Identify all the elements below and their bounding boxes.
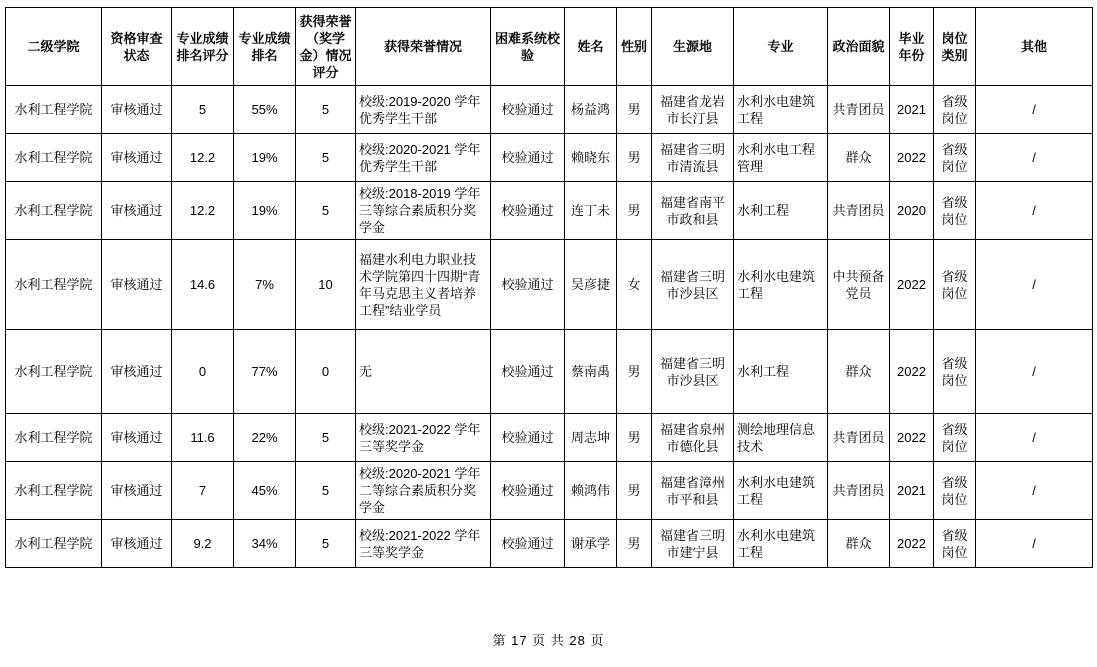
cell-political-status: 中共预备党员 [828, 240, 890, 330]
cell-name: 赖鸿伟 [565, 462, 617, 520]
cell-origin: 福建省南平市政和县 [652, 182, 734, 240]
cell-score-rank-points: 5 [172, 86, 234, 134]
cell-post-type: 省级岗位 [934, 86, 976, 134]
table-row [6, 182, 1093, 240]
cell-major: 水利水电建筑工程 [734, 86, 828, 134]
column-header-hardship-check: 困难系统校验 [491, 8, 565, 86]
cell-post-type: 省级岗位 [934, 240, 976, 330]
column-header-major: 专业 [734, 8, 828, 86]
cell-gender: 男 [617, 462, 652, 520]
cell-name: 赖晓东 [565, 134, 617, 182]
cell-review-status: 审核通过 [102, 86, 172, 134]
cell-review-status: 审核通过 [102, 520, 172, 568]
table-header-row [6, 8, 1093, 86]
cell-honor-detail: 校级:2019-2020 学年优秀学生干部 [356, 86, 491, 134]
cell-score-rank-points: 12.2 [172, 182, 234, 240]
cell-origin: 福建省三明市清流县 [652, 134, 734, 182]
cell-post-type: 省级岗位 [934, 414, 976, 462]
cell-college: 水利工程学院 [6, 414, 102, 462]
cell-score-rank: 55% [234, 86, 296, 134]
cell-gender: 男 [617, 182, 652, 240]
cell-major: 水利水电建筑工程 [734, 520, 828, 568]
cell-honor-points: 5 [296, 520, 356, 568]
cell-gender: 男 [617, 414, 652, 462]
cell-gender: 男 [617, 86, 652, 134]
column-header-score-rank-points: 专业成绩排名评分 [172, 8, 234, 86]
cell-score-rank-points: 12.2 [172, 134, 234, 182]
cell-name: 连丁未 [565, 182, 617, 240]
cell-review-status: 审核通过 [102, 462, 172, 520]
cell-major: 水利水电建筑工程 [734, 462, 828, 520]
cell-graduation-year: 2022 [890, 330, 934, 414]
cell-political-status: 群众 [828, 520, 890, 568]
cell-political-status: 共青团员 [828, 462, 890, 520]
cell-major: 水利水电工程管理 [734, 134, 828, 182]
column-header-post-type: 岗位类别 [934, 8, 976, 86]
cell-other: / [976, 240, 1093, 330]
cell-hardship-check: 校验通过 [491, 462, 565, 520]
cell-review-status: 审核通过 [102, 330, 172, 414]
cell-honor-points: 5 [296, 134, 356, 182]
cell-origin: 福建省龙岩市长汀县 [652, 86, 734, 134]
column-header-political-status: 政治面貌 [828, 8, 890, 86]
cell-hardship-check: 校验通过 [491, 520, 565, 568]
cell-name: 周志坤 [565, 414, 617, 462]
cell-major: 水利工程 [734, 330, 828, 414]
cell-honor-detail: 校级:2021-2022 学年三等奖学金 [356, 520, 491, 568]
cell-score-rank: 34% [234, 520, 296, 568]
cell-political-status: 共青团员 [828, 86, 890, 134]
cell-score-rank: 19% [234, 134, 296, 182]
cell-graduation-year: 2021 [890, 462, 934, 520]
cell-gender: 女 [617, 240, 652, 330]
cell-college: 水利工程学院 [6, 240, 102, 330]
table-row [6, 240, 1093, 330]
cell-other: / [976, 330, 1093, 414]
cell-other: / [976, 462, 1093, 520]
cell-review-status: 审核通过 [102, 240, 172, 330]
cell-score-rank-points: 14.6 [172, 240, 234, 330]
cell-honor-points: 5 [296, 414, 356, 462]
cell-college: 水利工程学院 [6, 182, 102, 240]
cell-post-type: 省级岗位 [934, 520, 976, 568]
column-header-origin: 生源地 [652, 8, 734, 86]
column-header-other: 其他 [976, 8, 1093, 86]
cell-origin: 福建省泉州市德化县 [652, 414, 734, 462]
cell-name: 谢承学 [565, 520, 617, 568]
column-header-review-status: 资格审查状态 [102, 8, 172, 86]
cell-political-status: 群众 [828, 330, 890, 414]
cell-review-status: 审核通过 [102, 182, 172, 240]
cell-political-status: 共青团员 [828, 414, 890, 462]
cell-honor-points: 5 [296, 182, 356, 240]
cell-college: 水利工程学院 [6, 330, 102, 414]
cell-gender: 男 [617, 134, 652, 182]
cell-college: 水利工程学院 [6, 462, 102, 520]
cell-honor-points: 0 [296, 330, 356, 414]
table-row [6, 86, 1093, 134]
cell-political-status: 群众 [828, 134, 890, 182]
cell-graduation-year: 2021 [890, 86, 934, 134]
column-header-gender: 性别 [617, 8, 652, 86]
cell-major: 水利水电建筑工程 [734, 240, 828, 330]
cell-score-rank-points: 0 [172, 330, 234, 414]
cell-honor-detail: 校级:2020-2021 学年优秀学生干部 [356, 134, 491, 182]
cell-post-type: 省级岗位 [934, 182, 976, 240]
column-header-graduation-year: 毕业年份 [890, 8, 934, 86]
cell-post-type: 省级岗位 [934, 462, 976, 520]
cell-score-rank-points: 11.6 [172, 414, 234, 462]
cell-graduation-year: 2022 [890, 414, 934, 462]
cell-score-rank: 22% [234, 414, 296, 462]
cell-hardship-check: 校验通过 [491, 240, 565, 330]
cell-other: / [976, 134, 1093, 182]
cell-gender: 男 [617, 520, 652, 568]
cell-honor-points: 5 [296, 462, 356, 520]
cell-other: / [976, 520, 1093, 568]
table-row [6, 462, 1093, 520]
cell-honor-detail: 无 [356, 330, 491, 414]
cell-honor-detail: 校级:2020-2021 学年二等综合素质积分奖学金 [356, 462, 491, 520]
cell-college: 水利工程学院 [6, 134, 102, 182]
column-header-college: 二级学院 [6, 8, 102, 86]
table-row [6, 330, 1093, 414]
cell-honor-detail: 校级:2018-2019 学年三等综合素质积分奖学金 [356, 182, 491, 240]
cell-major: 测绘地理信息技术 [734, 414, 828, 462]
cell-other: / [976, 182, 1093, 240]
column-header-name: 姓名 [565, 8, 617, 86]
cell-gender: 男 [617, 330, 652, 414]
cell-hardship-check: 校验通过 [491, 414, 565, 462]
cell-graduation-year: 2022 [890, 240, 934, 330]
cell-college: 水利工程学院 [6, 86, 102, 134]
cell-origin: 福建省漳州市平和县 [652, 462, 734, 520]
table-row [6, 134, 1093, 182]
applicant-review-table [5, 7, 1093, 568]
cell-score-rank-points: 9.2 [172, 520, 234, 568]
cell-honor-detail: 校级:2021-2022 学年三等奖学金 [356, 414, 491, 462]
column-header-honor-points: 获得荣誉（奖学金）情况评分 [296, 8, 356, 86]
column-header-honor-detail: 获得荣誉情况 [356, 8, 491, 86]
cell-score-rank: 7% [234, 240, 296, 330]
cell-post-type: 省级岗位 [934, 330, 976, 414]
cell-score-rank: 19% [234, 182, 296, 240]
cell-hardship-check: 校验通过 [491, 86, 565, 134]
cell-post-type: 省级岗位 [934, 134, 976, 182]
cell-hardship-check: 校验通过 [491, 182, 565, 240]
cell-score-rank: 77% [234, 330, 296, 414]
cell-origin: 福建省三明市沙县区 [652, 240, 734, 330]
cell-review-status: 审核通过 [102, 134, 172, 182]
table-row [6, 414, 1093, 462]
cell-origin: 福建省三明市沙县区 [652, 330, 734, 414]
cell-origin: 福建省三明市建宁县 [652, 520, 734, 568]
cell-score-rank-points: 7 [172, 462, 234, 520]
cell-name: 吴彦捷 [565, 240, 617, 330]
cell-graduation-year: 2022 [890, 134, 934, 182]
cell-other: / [976, 86, 1093, 134]
cell-honor-detail: 福建水利电力职业技术学院第四十四期“青年马克思主义者培养工程”结业学员 [356, 240, 491, 330]
cell-college: 水利工程学院 [6, 520, 102, 568]
cell-name: 杨益鸿 [565, 86, 617, 134]
page-footer: 第 17 页 共 28 页 [492, 633, 605, 648]
table-row [6, 520, 1093, 568]
cell-honor-points: 10 [296, 240, 356, 330]
cell-hardship-check: 校验通过 [491, 330, 565, 414]
cell-political-status: 共青团员 [828, 182, 890, 240]
cell-name: 蔡南禹 [565, 330, 617, 414]
column-header-score-rank: 专业成绩排名 [234, 8, 296, 86]
cell-other: / [976, 414, 1093, 462]
cell-honor-points: 5 [296, 86, 356, 134]
cell-hardship-check: 校验通过 [491, 134, 565, 182]
cell-score-rank: 45% [234, 462, 296, 520]
cell-graduation-year: 2020 [890, 182, 934, 240]
cell-major: 水利工程 [734, 182, 828, 240]
cell-graduation-year: 2022 [890, 520, 934, 568]
cell-review-status: 审核通过 [102, 414, 172, 462]
